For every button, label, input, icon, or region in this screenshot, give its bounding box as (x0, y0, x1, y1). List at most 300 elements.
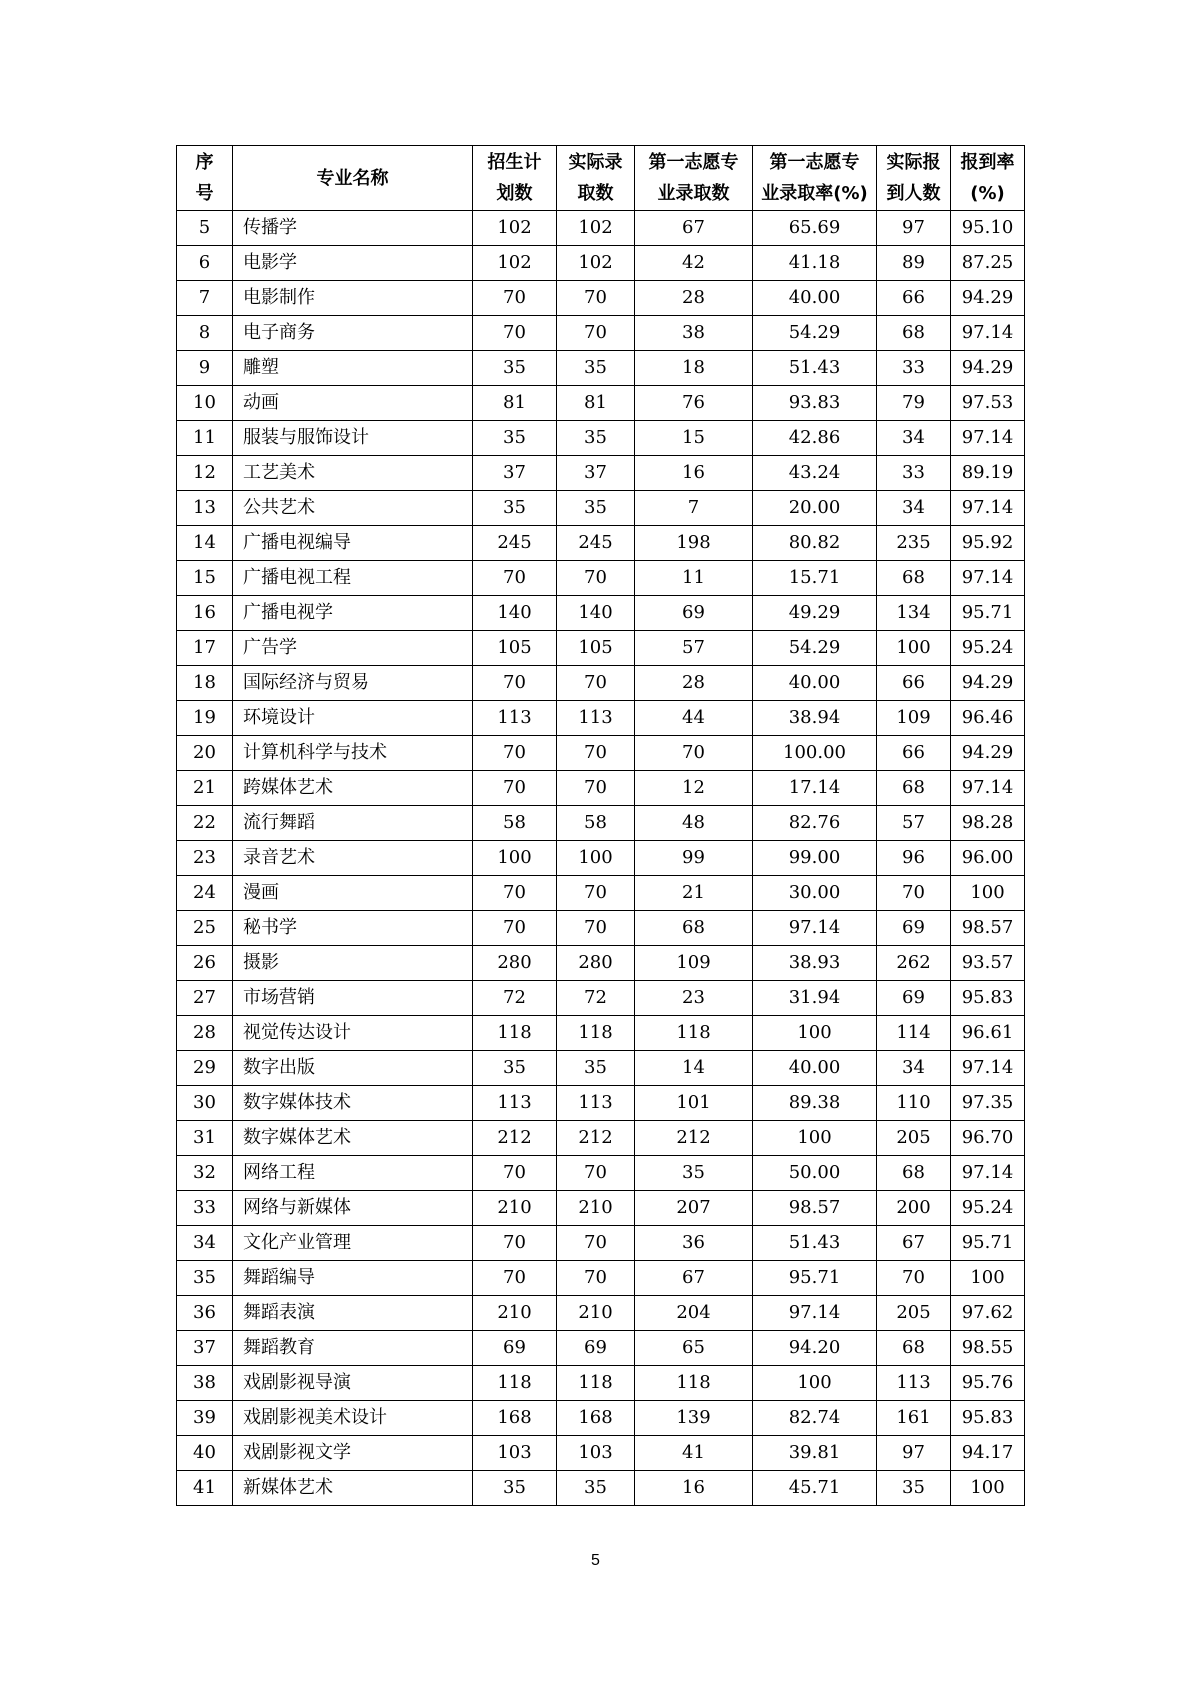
cell-actual-admitted: 102 (557, 246, 635, 281)
cell-index: 22 (177, 806, 233, 841)
table-row (177, 1261, 1025, 1296)
header-major-name: 专业名称 (233, 146, 473, 211)
cell-index: 13 (177, 491, 233, 526)
cell-major-name: 舞蹈教育 (233, 1331, 473, 1366)
cell-reported-count: 68 (877, 1331, 951, 1366)
cell-major-name: 戏剧影视文学 (233, 1436, 473, 1471)
cell-major-name: 网络工程 (233, 1156, 473, 1191)
cell-report-rate: 94.29 (951, 351, 1025, 386)
cell-first-choice-rate: 30.00 (753, 876, 877, 911)
cell-first-choice-admitted: 76 (635, 386, 753, 421)
cell-actual-admitted: 35 (557, 1051, 635, 1086)
cell-first-choice-admitted: 16 (635, 456, 753, 491)
cell-first-choice-admitted: 70 (635, 736, 753, 771)
table-row (177, 1121, 1025, 1156)
cell-actual-admitted: 81 (557, 386, 635, 421)
cell-index: 7 (177, 281, 233, 316)
table-row (177, 1366, 1025, 1401)
cell-first-choice-rate: 100.00 (753, 736, 877, 771)
cell-index: 36 (177, 1296, 233, 1331)
cell-major-name: 广播电视学 (233, 596, 473, 631)
cell-first-choice-rate: 40.00 (753, 1051, 877, 1086)
cell-reported-count: 114 (877, 1016, 951, 1051)
cell-actual-admitted: 118 (557, 1016, 635, 1051)
cell-first-choice-admitted: 23 (635, 981, 753, 1016)
table-header-row (177, 146, 1025, 211)
table-row (177, 281, 1025, 316)
cell-report-rate: 95.83 (951, 1401, 1025, 1436)
cell-reported-count: 33 (877, 456, 951, 491)
cell-enrollment-plan: 245 (473, 526, 557, 561)
cell-actual-admitted: 105 (557, 631, 635, 666)
cell-index: 18 (177, 666, 233, 701)
cell-actual-admitted: 35 (557, 421, 635, 456)
cell-actual-admitted: 103 (557, 1436, 635, 1471)
cell-actual-admitted: 168 (557, 1401, 635, 1436)
cell-first-choice-admitted: 69 (635, 596, 753, 631)
cell-enrollment-plan: 70 (473, 771, 557, 806)
cell-first-choice-rate: 49.29 (753, 596, 877, 631)
cell-reported-count: 205 (877, 1296, 951, 1331)
cell-actual-admitted: 70 (557, 771, 635, 806)
cell-reported-count: 34 (877, 421, 951, 456)
cell-major-name: 服装与服饰设计 (233, 421, 473, 456)
cell-report-rate: 96.46 (951, 701, 1025, 736)
table-row (177, 596, 1025, 631)
cell-first-choice-admitted: 36 (635, 1226, 753, 1261)
cell-index: 23 (177, 841, 233, 876)
cell-index: 39 (177, 1401, 233, 1436)
table-row (177, 351, 1025, 386)
cell-enrollment-plan: 35 (473, 1051, 557, 1086)
table-row (177, 1331, 1025, 1366)
cell-report-rate: 97.14 (951, 316, 1025, 351)
header-enrollment-plan: 招生计 划数 (473, 146, 557, 211)
cell-first-choice-rate: 42.86 (753, 421, 877, 456)
cell-enrollment-plan: 70 (473, 736, 557, 771)
cell-first-choice-admitted: 41 (635, 1436, 753, 1471)
cell-report-rate: 100 (951, 1471, 1025, 1506)
cell-index: 29 (177, 1051, 233, 1086)
cell-first-choice-rate: 99.00 (753, 841, 877, 876)
cell-actual-admitted: 118 (557, 1366, 635, 1401)
cell-enrollment-plan: 70 (473, 666, 557, 701)
cell-reported-count: 33 (877, 351, 951, 386)
cell-actual-admitted: 69 (557, 1331, 635, 1366)
cell-first-choice-admitted: 118 (635, 1366, 753, 1401)
table-row (177, 806, 1025, 841)
cell-first-choice-rate: 15.71 (753, 561, 877, 596)
cell-major-name: 计算机科学与技术 (233, 736, 473, 771)
cell-first-choice-admitted: 35 (635, 1156, 753, 1191)
cell-index: 32 (177, 1156, 233, 1191)
cell-report-rate: 97.14 (951, 771, 1025, 806)
cell-reported-count: 70 (877, 1261, 951, 1296)
cell-first-choice-rate: 50.00 (753, 1156, 877, 1191)
cell-report-rate: 100 (951, 876, 1025, 911)
cell-reported-count: 235 (877, 526, 951, 561)
cell-reported-count: 262 (877, 946, 951, 981)
cell-major-name: 传播学 (233, 211, 473, 246)
cell-first-choice-admitted: 204 (635, 1296, 753, 1331)
cell-index: 34 (177, 1226, 233, 1261)
cell-actual-admitted: 70 (557, 281, 635, 316)
cell-report-rate: 94.29 (951, 666, 1025, 701)
header-reported-count: 实际报 到人数 (877, 146, 951, 211)
cell-major-name: 环境设计 (233, 701, 473, 736)
cell-major-name: 广告学 (233, 631, 473, 666)
cell-enrollment-plan: 70 (473, 316, 557, 351)
cell-major-name: 电影制作 (233, 281, 473, 316)
cell-first-choice-rate: 40.00 (753, 281, 877, 316)
header-first-choice-admitted: 第一志愿专 业录取数 (635, 146, 753, 211)
cell-first-choice-admitted: 15 (635, 421, 753, 456)
table-row (177, 1016, 1025, 1051)
cell-actual-admitted: 102 (557, 211, 635, 246)
table-row (177, 1191, 1025, 1226)
header-report-rate: 报到率 (%) (951, 146, 1025, 211)
header-index: 序 号 (177, 146, 233, 211)
cell-first-choice-rate: 38.93 (753, 946, 877, 981)
cell-first-choice-admitted: 118 (635, 1016, 753, 1051)
cell-major-name: 舞蹈表演 (233, 1296, 473, 1331)
table-row (177, 491, 1025, 526)
cell-index: 20 (177, 736, 233, 771)
cell-reported-count: 34 (877, 491, 951, 526)
table-row (177, 316, 1025, 351)
cell-report-rate: 97.14 (951, 421, 1025, 456)
cell-enrollment-plan: 168 (473, 1401, 557, 1436)
cell-first-choice-rate: 31.94 (753, 981, 877, 1016)
cell-first-choice-rate: 89.38 (753, 1086, 877, 1121)
cell-index: 33 (177, 1191, 233, 1226)
cell-first-choice-rate: 98.57 (753, 1191, 877, 1226)
table-row (177, 841, 1025, 876)
cell-major-name: 动画 (233, 386, 473, 421)
cell-enrollment-plan: 81 (473, 386, 557, 421)
cell-enrollment-plan: 35 (473, 351, 557, 386)
cell-first-choice-rate: 43.24 (753, 456, 877, 491)
header-actual-admitted: 实际录 取数 (557, 146, 635, 211)
table-row (177, 246, 1025, 281)
table-body (177, 211, 1025, 1506)
cell-report-rate: 98.57 (951, 911, 1025, 946)
cell-reported-count: 68 (877, 316, 951, 351)
cell-first-choice-rate: 20.00 (753, 491, 877, 526)
cell-reported-count: 34 (877, 1051, 951, 1086)
cell-first-choice-admitted: 18 (635, 351, 753, 386)
cell-enrollment-plan: 102 (473, 246, 557, 281)
cell-report-rate: 98.55 (951, 1331, 1025, 1366)
cell-index: 35 (177, 1261, 233, 1296)
cell-report-rate: 97.35 (951, 1086, 1025, 1121)
cell-index: 10 (177, 386, 233, 421)
cell-first-choice-rate: 97.14 (753, 1296, 877, 1331)
cell-major-name: 网络与新媒体 (233, 1191, 473, 1226)
cell-reported-count: 70 (877, 876, 951, 911)
cell-enrollment-plan: 37 (473, 456, 557, 491)
cell-report-rate: 97.14 (951, 1156, 1025, 1191)
cell-report-rate: 95.76 (951, 1366, 1025, 1401)
cell-actual-admitted: 212 (557, 1121, 635, 1156)
cell-enrollment-plan: 70 (473, 561, 557, 596)
cell-reported-count: 200 (877, 1191, 951, 1226)
cell-report-rate: 95.71 (951, 1226, 1025, 1261)
cell-index: 21 (177, 771, 233, 806)
cell-first-choice-rate: 93.83 (753, 386, 877, 421)
table-row (177, 526, 1025, 561)
cell-major-name: 数字媒体技术 (233, 1086, 473, 1121)
cell-index: 16 (177, 596, 233, 631)
table-row (177, 911, 1025, 946)
cell-first-choice-rate: 97.14 (753, 911, 877, 946)
cell-index: 6 (177, 246, 233, 281)
cell-actual-admitted: 70 (557, 666, 635, 701)
cell-reported-count: 89 (877, 246, 951, 281)
table-row (177, 561, 1025, 596)
cell-report-rate: 97.62 (951, 1296, 1025, 1331)
cell-major-name: 新媒体艺术 (233, 1471, 473, 1506)
cell-enrollment-plan: 140 (473, 596, 557, 631)
cell-enrollment-plan: 70 (473, 1156, 557, 1191)
table-row (177, 1471, 1025, 1506)
cell-index: 28 (177, 1016, 233, 1051)
cell-major-name: 公共艺术 (233, 491, 473, 526)
cell-actual-admitted: 245 (557, 526, 635, 561)
cell-reported-count: 79 (877, 386, 951, 421)
cell-reported-count: 66 (877, 281, 951, 316)
cell-reported-count: 67 (877, 1226, 951, 1261)
cell-report-rate: 100 (951, 1261, 1025, 1296)
cell-first-choice-rate: 51.43 (753, 351, 877, 386)
cell-first-choice-admitted: 42 (635, 246, 753, 281)
cell-major-name: 跨媒体艺术 (233, 771, 473, 806)
cell-index: 41 (177, 1471, 233, 1506)
cell-first-choice-rate: 100 (753, 1016, 877, 1051)
cell-major-name: 录音艺术 (233, 841, 473, 876)
cell-index: 17 (177, 631, 233, 666)
cell-report-rate: 96.00 (951, 841, 1025, 876)
cell-first-choice-rate: 65.69 (753, 211, 877, 246)
cell-reported-count: 66 (877, 736, 951, 771)
cell-first-choice-rate: 41.18 (753, 246, 877, 281)
cell-actual-admitted: 35 (557, 491, 635, 526)
cell-major-name: 广播电视工程 (233, 561, 473, 596)
cell-reported-count: 68 (877, 1156, 951, 1191)
cell-first-choice-admitted: 28 (635, 666, 753, 701)
cell-first-choice-rate: 54.29 (753, 316, 877, 351)
cell-major-name: 雕塑 (233, 351, 473, 386)
cell-enrollment-plan: 118 (473, 1016, 557, 1051)
cell-enrollment-plan: 70 (473, 281, 557, 316)
cell-first-choice-admitted: 44 (635, 701, 753, 736)
table-row (177, 981, 1025, 1016)
table-row (177, 1156, 1025, 1191)
cell-actual-admitted: 72 (557, 981, 635, 1016)
cell-report-rate: 97.14 (951, 561, 1025, 596)
cell-reported-count: 68 (877, 561, 951, 596)
cell-report-rate: 89.19 (951, 456, 1025, 491)
cell-reported-count: 113 (877, 1366, 951, 1401)
cell-report-rate: 87.25 (951, 246, 1025, 281)
cell-index: 31 (177, 1121, 233, 1156)
cell-actual-admitted: 100 (557, 841, 635, 876)
cell-index: 27 (177, 981, 233, 1016)
cell-first-choice-admitted: 21 (635, 876, 753, 911)
cell-major-name: 电子商务 (233, 316, 473, 351)
cell-report-rate: 95.24 (951, 631, 1025, 666)
cell-reported-count: 97 (877, 1436, 951, 1471)
cell-index: 30 (177, 1086, 233, 1121)
cell-first-choice-admitted: 12 (635, 771, 753, 806)
cell-actual-admitted: 70 (557, 736, 635, 771)
cell-index: 12 (177, 456, 233, 491)
cell-reported-count: 35 (877, 1471, 951, 1506)
cell-report-rate: 95.92 (951, 526, 1025, 561)
cell-reported-count: 97 (877, 211, 951, 246)
cell-actual-admitted: 70 (557, 561, 635, 596)
cell-enrollment-plan: 69 (473, 1331, 557, 1366)
cell-first-choice-rate: 17.14 (753, 771, 877, 806)
cell-report-rate: 96.61 (951, 1016, 1025, 1051)
cell-index: 14 (177, 526, 233, 561)
cell-reported-count: 161 (877, 1401, 951, 1436)
cell-enrollment-plan: 113 (473, 701, 557, 736)
cell-first-choice-admitted: 67 (635, 1261, 753, 1296)
admissions-table-container (176, 145, 1024, 1506)
table-row (177, 1226, 1025, 1261)
cell-actual-admitted: 35 (557, 1471, 635, 1506)
cell-first-choice-admitted: 101 (635, 1086, 753, 1121)
table-row (177, 1086, 1025, 1121)
cell-enrollment-plan: 210 (473, 1191, 557, 1226)
cell-index: 38 (177, 1366, 233, 1401)
cell-major-name: 秘书学 (233, 911, 473, 946)
cell-actual-admitted: 113 (557, 701, 635, 736)
cell-report-rate: 97.53 (951, 386, 1025, 421)
cell-reported-count: 205 (877, 1121, 951, 1156)
cell-enrollment-plan: 70 (473, 876, 557, 911)
cell-first-choice-rate: 82.76 (753, 806, 877, 841)
cell-enrollment-plan: 102 (473, 211, 557, 246)
table-row (177, 876, 1025, 911)
cell-report-rate: 93.57 (951, 946, 1025, 981)
cell-major-name: 摄影 (233, 946, 473, 981)
table-row (177, 1436, 1025, 1471)
table-row (177, 386, 1025, 421)
cell-major-name: 数字出版 (233, 1051, 473, 1086)
cell-index: 15 (177, 561, 233, 596)
cell-actual-admitted: 37 (557, 456, 635, 491)
cell-actual-admitted: 70 (557, 1261, 635, 1296)
cell-major-name: 电影学 (233, 246, 473, 281)
cell-report-rate: 94.29 (951, 736, 1025, 771)
cell-first-choice-admitted: 139 (635, 1401, 753, 1436)
cell-first-choice-admitted: 48 (635, 806, 753, 841)
cell-major-name: 工艺美术 (233, 456, 473, 491)
cell-actual-admitted: 210 (557, 1191, 635, 1226)
cell-index: 5 (177, 211, 233, 246)
cell-first-choice-rate: 51.43 (753, 1226, 877, 1261)
cell-first-choice-admitted: 16 (635, 1471, 753, 1506)
cell-reported-count: 110 (877, 1086, 951, 1121)
cell-first-choice-rate: 95.71 (753, 1261, 877, 1296)
cell-enrollment-plan: 118 (473, 1366, 557, 1401)
cell-major-name: 广播电视编导 (233, 526, 473, 561)
cell-enrollment-plan: 58 (473, 806, 557, 841)
table-row (177, 666, 1025, 701)
cell-report-rate: 97.14 (951, 491, 1025, 526)
cell-index: 37 (177, 1331, 233, 1366)
cell-actual-admitted: 70 (557, 316, 635, 351)
cell-report-rate: 94.17 (951, 1436, 1025, 1471)
cell-major-name: 视觉传达设计 (233, 1016, 473, 1051)
table-row (177, 1051, 1025, 1086)
cell-actual-admitted: 70 (557, 876, 635, 911)
table-row (177, 421, 1025, 456)
cell-first-choice-admitted: 57 (635, 631, 753, 666)
cell-report-rate: 97.14 (951, 1051, 1025, 1086)
cell-first-choice-admitted: 65 (635, 1331, 753, 1366)
cell-first-choice-rate: 80.82 (753, 526, 877, 561)
header-first-choice-rate: 第一志愿专 业录取率(%) (753, 146, 877, 211)
cell-enrollment-plan: 105 (473, 631, 557, 666)
cell-reported-count: 96 (877, 841, 951, 876)
cell-actual-admitted: 280 (557, 946, 635, 981)
cell-first-choice-admitted: 68 (635, 911, 753, 946)
cell-major-name: 戏剧影视美术设计 (233, 1401, 473, 1436)
cell-first-choice-rate: 54.29 (753, 631, 877, 666)
cell-enrollment-plan: 100 (473, 841, 557, 876)
cell-actual-admitted: 70 (557, 1156, 635, 1191)
cell-report-rate: 95.10 (951, 211, 1025, 246)
admissions-table (176, 145, 1025, 1506)
cell-enrollment-plan: 70 (473, 1261, 557, 1296)
cell-enrollment-plan: 35 (473, 421, 557, 456)
cell-index: 19 (177, 701, 233, 736)
cell-reported-count: 68 (877, 771, 951, 806)
table-row (177, 456, 1025, 491)
cell-first-choice-admitted: 67 (635, 211, 753, 246)
cell-major-name: 漫画 (233, 876, 473, 911)
table-row (177, 946, 1025, 981)
table-row (177, 211, 1025, 246)
cell-report-rate: 94.29 (951, 281, 1025, 316)
cell-report-rate: 96.70 (951, 1121, 1025, 1156)
cell-index: 24 (177, 876, 233, 911)
cell-major-name: 数字媒体艺术 (233, 1121, 473, 1156)
cell-actual-admitted: 113 (557, 1086, 635, 1121)
cell-major-name: 戏剧影视导演 (233, 1366, 473, 1401)
cell-index: 8 (177, 316, 233, 351)
cell-enrollment-plan: 280 (473, 946, 557, 981)
cell-first-choice-admitted: 212 (635, 1121, 753, 1156)
cell-first-choice-rate: 100 (753, 1366, 877, 1401)
cell-index: 9 (177, 351, 233, 386)
cell-reported-count: 109 (877, 701, 951, 736)
cell-actual-admitted: 70 (557, 1226, 635, 1261)
cell-reported-count: 66 (877, 666, 951, 701)
cell-first-choice-rate: 40.00 (753, 666, 877, 701)
cell-first-choice-rate: 82.74 (753, 1401, 877, 1436)
cell-enrollment-plan: 70 (473, 1226, 557, 1261)
cell-report-rate: 95.71 (951, 596, 1025, 631)
cell-enrollment-plan: 113 (473, 1086, 557, 1121)
cell-first-choice-admitted: 14 (635, 1051, 753, 1086)
table-row (177, 771, 1025, 806)
cell-index: 26 (177, 946, 233, 981)
cell-first-choice-rate: 39.81 (753, 1436, 877, 1471)
